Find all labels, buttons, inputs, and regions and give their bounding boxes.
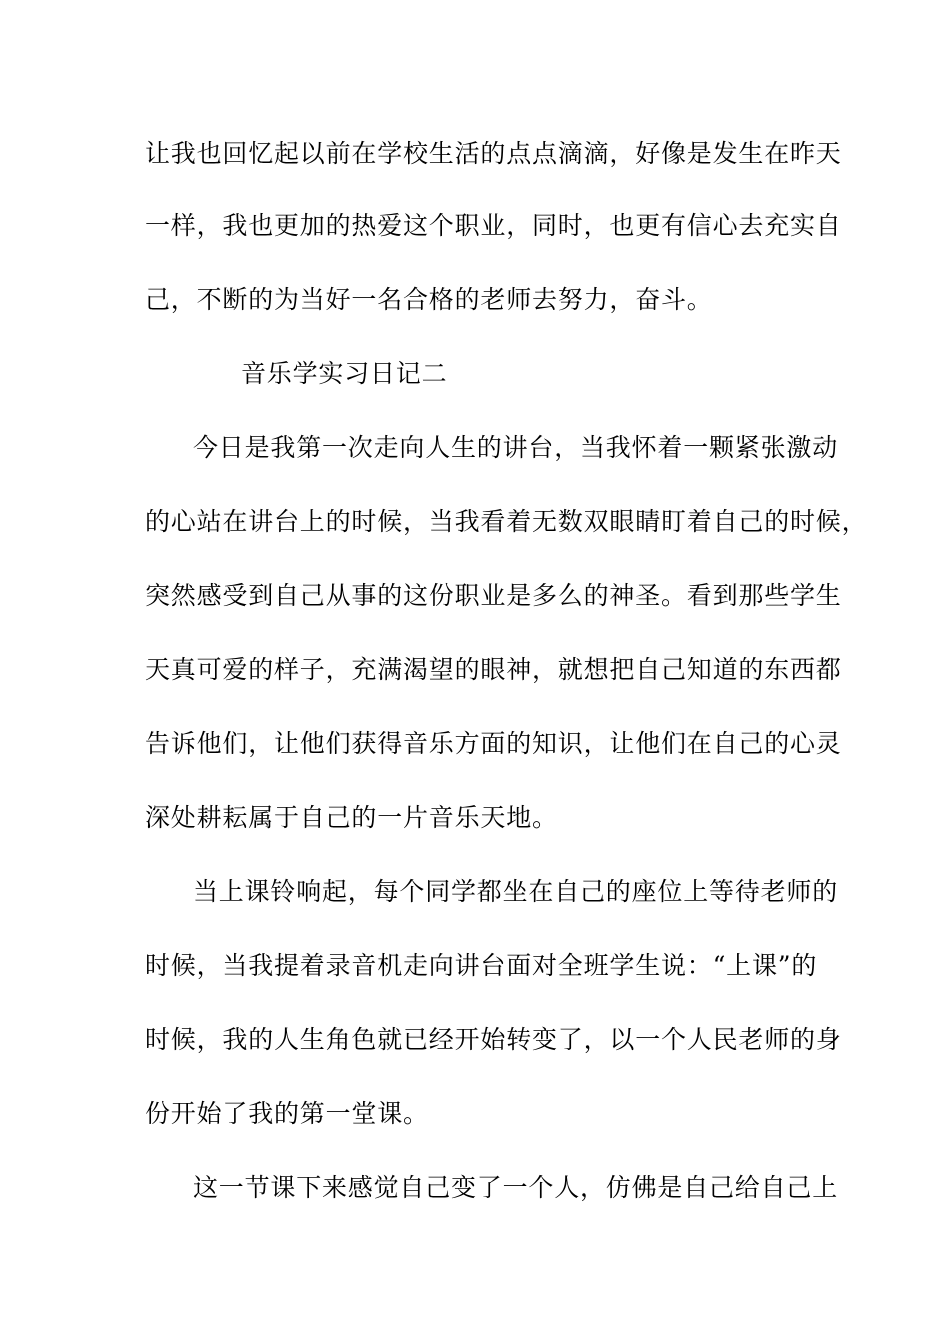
text-line-2: 一样，我也更加的热爱这个职业，同时，也更有信心去充实自 [145,211,842,240]
text-line-10: 深处耕耘属于自己的一片音乐天地。 [145,803,558,832]
text-line-5: 今日是我第一次走向人生的讲台，当我怀着一颗紧张激动 [193,433,839,462]
text-line-8: 天真可爱的样子，充满渴望的眼神，就想把自己知道的东西都 [145,655,842,684]
text-line-1: 让我也回忆起以前在学校生活的点点滴滴，好像是发生在昨天 [145,139,842,168]
text-line-9: 告诉他们，让他们获得音乐方面的知识，让他们在自己的心灵 [145,729,842,758]
text-line-13: 时候，我的人生角色就已经开始转变了，以一个人民老师的身 [145,1025,842,1054]
text-line-12: 时候，当我提着录音机走向讲台面对全班学生说：“上课”的 [145,951,818,980]
text-line-11: 当上课铃响起，每个同学都坐在自己的座位上等待老师的 [193,877,839,906]
text-line-14: 份开始了我的第一堂课。 [145,1099,429,1128]
text-line-15: 这一节课下来感觉自己变了一个人，仿佛是自己给自己上 [193,1173,839,1202]
text-line-6: 的心站在讲台上的时候，当我看着无数双眼睛盯着自己的时候， [145,507,868,536]
section-heading: 音乐学实习日记二 [241,359,448,388]
text-line-7: 突然感受到自己从事的这份职业是多么的神圣。看到那些学生 [145,581,842,610]
text-line-3: 己，不断的为当好一名合格的老师去努力，奋斗。 [145,285,713,314]
